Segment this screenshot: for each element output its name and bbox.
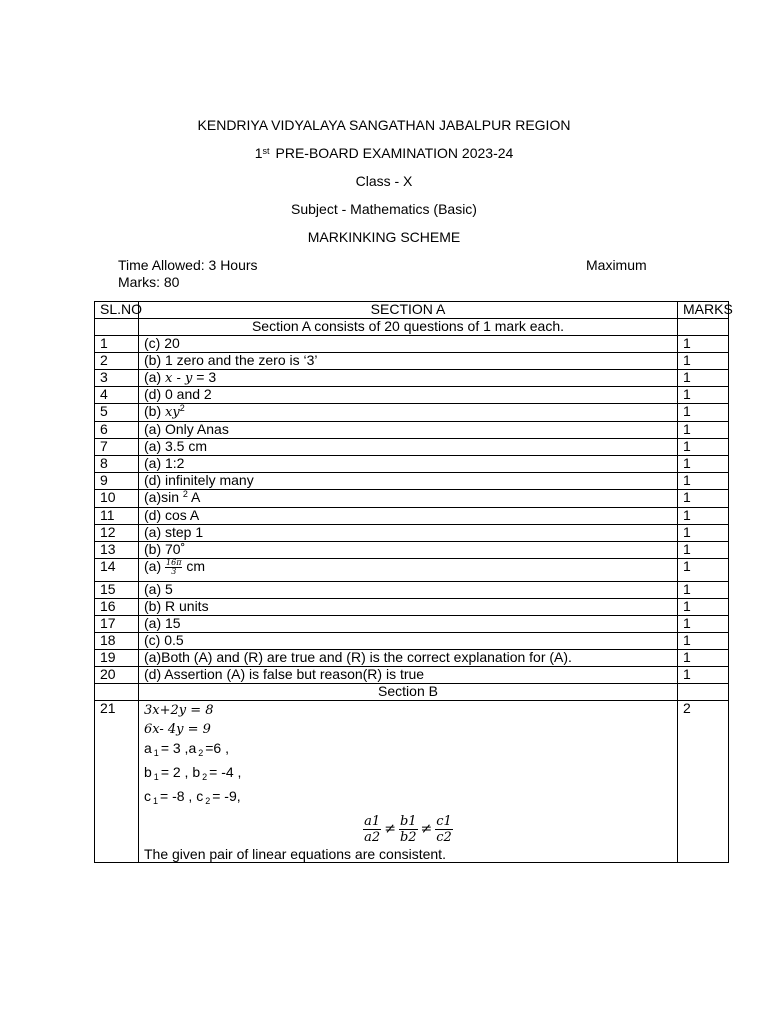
table-row [95,439,729,456]
table-row [95,667,729,684]
row-number: 2 [95,353,139,370]
marks-total: Marks: 80 [118,274,180,290]
table-header-row [95,302,729,319]
ratio-comparison [144,811,672,847]
row-answer: (d) cos A [139,508,678,525]
table-row-q21 [95,701,729,863]
row-answer: (b) R units [139,599,678,616]
coef-value: = -4 , [209,764,242,780]
row-answer: (d) 0 and 2 [139,387,678,404]
table-row [95,616,729,633]
table-row [95,370,729,387]
coef-value: =6 , [205,740,229,756]
org-title: KENDRIYA VIDYALAYA SANGATHAN JABALPUR REGION [197,117,571,133]
row-number: 14 [95,559,139,582]
row-number: 7 [95,439,139,456]
table-row [95,508,729,525]
ratio-fraction [435,814,453,845]
conclusion: The given pair of linear equations are consistent. [144,846,446,862]
answer-superscript: 2 [179,403,185,413]
fraction-denominator: c2 [436,830,452,845]
table-row [95,490,729,508]
table-row [95,387,729,404]
exam-ordinal-sup: st [262,146,270,156]
ratio-fraction [399,814,418,845]
coef-value: = -8 , c [160,788,204,804]
answer-fraction [165,559,182,576]
row-answer: (a) Only Anas [139,422,678,439]
col-sl-header: SL.NO [95,302,139,319]
row-answer [139,490,678,508]
coef-subscript: 2 [205,796,211,806]
table-row [95,633,729,650]
coef-letter: a [144,740,152,756]
row-number: 12 [95,525,139,542]
col-marks-header: MARKS [678,302,729,319]
row-marks: 1 [678,439,729,456]
fraction-numerator: b1 [399,814,417,829]
time-allowed: Time Allowed: 3 Hours [118,257,258,273]
row-answer: (a) 3.5 cm [139,439,678,456]
row-marks: 1 [678,473,729,490]
coefficient-line [144,787,672,811]
row-marks: 1 [678,404,729,422]
not-equal-sign: ≠ [420,821,433,837]
row-number: 8 [95,456,139,473]
row-number: 10 [95,490,139,508]
fraction-denominator: b2 [399,830,417,845]
row-number: 9 [95,473,139,490]
row-marks: 1 [678,525,729,542]
section-a-note: Section A consists of 20 questions of 1 mark each. [139,319,678,336]
row-answer: (a) 1:2 [139,456,678,473]
coef-letter: b [144,764,152,780]
section-b-row [95,684,729,701]
row-number: 5 [95,404,139,422]
row-answer: (a) 5 [139,582,678,599]
row-number: 18 [95,633,139,650]
answer-superscript: 2 [182,489,188,499]
table-row [95,650,729,667]
not-equal-sign: ≠ [384,821,396,837]
table-row [95,599,729,616]
row-answer: (a)Both (A) and (R) are true and (R) is the correct explanation for (A). [139,650,678,667]
coef-value: = 2 , b [160,764,201,780]
row-number: 17 [95,616,139,633]
row-answer: (d) Assertion (A) is false but reason(R) is true [139,667,678,684]
coefficient-line [144,739,672,763]
answer-suffix: cm [186,558,206,575]
row-answer [139,559,678,582]
exam-name: PRE-BOARD EXAMINATION 2023-24 [275,145,514,161]
row-marks: 1 [678,616,729,633]
coef-subscript: 1 [153,748,159,758]
row-number: 20 [95,667,139,684]
row-number: 16 [95,599,139,616]
table-row [95,525,729,542]
row-number: 21 [95,701,139,863]
answer-math: x - y [165,371,193,386]
row-answer: (c) 0.5 [139,633,678,650]
row-answer: (a) step 1 [139,525,678,542]
row-answer [139,370,678,387]
coef-value: = -9, [212,788,241,804]
table-row [95,582,729,599]
row-number: 4 [95,387,139,404]
row-number: 3 [95,370,139,387]
scheme-title: MARKINKING SCHEME [307,229,461,245]
table-row [95,542,729,559]
fraction-numerator: 16π [166,558,182,567]
answer-option: (a) [144,558,162,575]
row-number: 1 [95,336,139,353]
coef-value: = 3 ,a [160,740,197,756]
marking-scheme-table [94,301,733,863]
exam-title [0,145,768,163]
coef-subscript: 2 [202,772,208,782]
row-marks: 1 [678,633,729,650]
class-line: Class - X [355,173,413,189]
table-row [95,404,729,422]
row-answer: (c) 20 [139,336,678,353]
row-answer: (b) 1 zero and the zero is ‘3’ [139,353,678,370]
row-marks: 1 [678,582,729,599]
table-row [95,559,729,582]
answer-math: xy [165,405,180,420]
coef-subscript: 2 [198,748,204,758]
answer-suffix: A [191,489,201,505]
row-marks: 1 [678,490,729,508]
table-row [95,353,729,370]
row-answer: (a) 15 [139,616,678,633]
answer-option: (b) [144,403,162,419]
col-section-header: SECTION A [139,302,678,319]
row-marks: 1 [678,542,729,559]
row-number: 19 [95,650,139,667]
row-number: 13 [95,542,139,559]
row-marks: 1 [678,650,729,667]
row-marks: 1 [678,353,729,370]
equation-1: 3x+2y = 8 [144,703,214,718]
table-row [95,473,729,490]
coef-subscript: 1 [153,772,159,782]
exam-ordinal: 1 [254,145,263,161]
coef-subscript: 1 [153,796,159,806]
row-answer: (d) infinitely many [139,473,678,490]
table-row [95,456,729,473]
fraction-denominator: a2 [364,830,381,845]
fraction-numerator: a1 [364,814,381,829]
answer-option: (a) [144,369,162,385]
row-answer [139,701,678,863]
subject-line: Subject - Mathematics (Basic) [291,201,477,217]
section-a-note-row [95,319,729,336]
row-marks: 2 [678,701,729,863]
row-marks: 1 [678,559,729,582]
table-row [95,336,729,353]
row-number: 15 [95,582,139,599]
row-marks: 1 [678,508,729,525]
row-number: 11 [95,508,139,525]
maximum-label: Maximum [586,257,647,273]
fraction-denominator: 3 [171,567,177,576]
ratio-fraction [363,814,381,845]
section-b-title: Section B [139,684,678,701]
fraction-numerator: c1 [436,814,452,829]
row-marks: 1 [678,422,729,439]
equation-2: 6x- 4y = 9 [144,722,211,737]
table-row [95,422,729,439]
row-marks: 1 [678,667,729,684]
answer-option: (a)sin [144,489,180,505]
row-marks: 1 [678,336,729,353]
coefficient-line [144,763,672,787]
answer-suffix: = 3 [196,369,217,385]
row-marks: 1 [678,387,729,404]
row-answer [139,404,678,422]
row-marks: 1 [678,599,729,616]
row-answer: (b) 70˚ [139,542,678,559]
row-marks: 1 [678,456,729,473]
row-marks: 1 [678,370,729,387]
row-number: 6 [95,422,139,439]
coef-letter: c [144,788,151,804]
